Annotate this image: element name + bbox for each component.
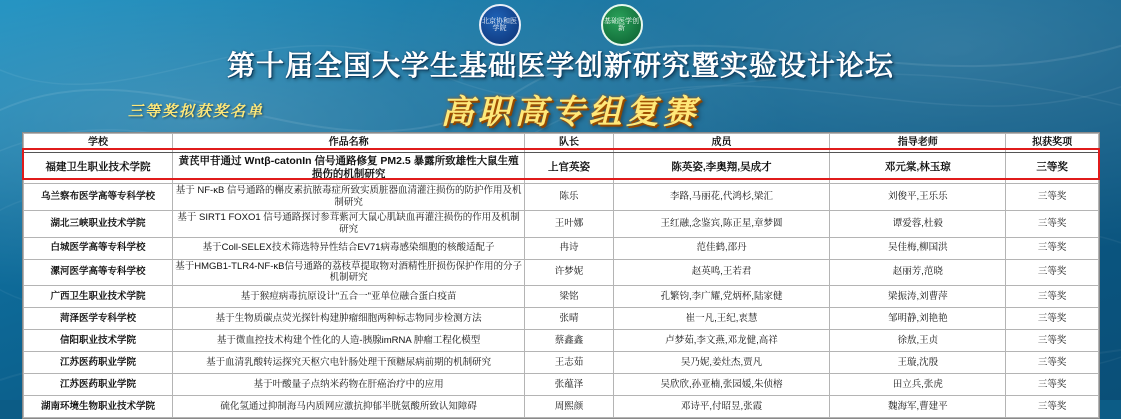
cell-members: 范佳鹤,邵丹 (613, 237, 829, 259)
award-table-container (22, 132, 1100, 419)
cell-work: 基于生物质碳点荧光探针构建肿瘤细胞两种标志物同步检测方法 (172, 308, 524, 330)
cell-leader: 蔡鑫鑫 (525, 330, 614, 352)
award-table (23, 133, 1099, 418)
cell-mentors: 邓元棠,林玉琼 (830, 153, 1006, 184)
cell-leader: 张蕴泽 (525, 374, 614, 396)
table-row (24, 308, 1099, 330)
table-row (24, 184, 1099, 211)
table-row (24, 210, 1099, 237)
logo-right-icon (601, 4, 643, 46)
cell-work: 基于Coll-SELEX技术筛选特异性结合EV71病毒感染细胞的核酸适配子 (172, 237, 524, 259)
cell-members: 李路,马丽花,代鸿杉,梁汇 (613, 184, 829, 211)
page-title: 第十届全国大学生基础医学创新研究暨实验设计论坛 (226, 51, 894, 82)
page-subtitle: 高职高专组复赛 (440, 95, 700, 131)
cell-work: 基于微血控技术构建个性化的人造-胰腺imRNA 肿瘤工程化模型 (172, 330, 524, 352)
cell-award: 三等奖 (1006, 330, 1099, 352)
cell-school: 湖南环境生物职业技术学院 (24, 396, 173, 418)
table-row (24, 374, 1099, 396)
logo-left-text: 北京协和医学院 (482, 17, 517, 32)
cell-award: 三等奖 (1006, 352, 1099, 374)
logo-left-icon (479, 4, 521, 46)
cell-members: 赵英鸣,王若君 (613, 259, 829, 286)
cell-school: 江苏医药职业学院 (24, 374, 173, 396)
cell-award: 三等奖 (1006, 210, 1099, 237)
cell-work: 硫化氢通过抑制海马内质网应激抗抑郁半胱氨酸所致认知障碍 (172, 396, 524, 418)
cell-school: 江苏医药职业学院 (24, 352, 173, 374)
table-row (24, 259, 1099, 286)
cell-work: 基于 NF-κB 信号通路的槲皮素抗脓毒症所致实质脏器血清灌注损伤的防护作用及机制研究 (172, 184, 524, 211)
cell-mentors: 吴佳梅,柳国洪 (830, 237, 1006, 259)
cell-school: 广西卫生职业技术学院 (24, 286, 173, 308)
cell-mentors: 徐敖,王贞 (830, 330, 1006, 352)
cell-school: 白城医学高等专科学校 (24, 237, 173, 259)
cell-leader: 上官英姿 (525, 153, 614, 184)
cell-award: 三等奖 (1006, 184, 1099, 211)
table-row (24, 396, 1099, 418)
cell-award: 三等奖 (1006, 259, 1099, 286)
cell-school: 乌兰察布医学高等专科学校 (24, 184, 173, 211)
cell-work: 基于血清乳酸转运探究天枢穴电针肠处理干预糖尿病前期的机制研究 (172, 352, 524, 374)
column-header-mentors: 指导老师 (830, 134, 1006, 153)
column-header-leader: 队长 (525, 134, 614, 153)
cell-leader: 张晴 (525, 308, 614, 330)
logo-row (0, 4, 1121, 44)
award-list-label: 三等奖拟获奖名单 (128, 104, 265, 120)
cell-members: 崔一凡,王纪,衷慧 (613, 308, 829, 330)
table-row (24, 286, 1099, 308)
table-body (24, 153, 1099, 418)
column-header-members: 成员 (613, 134, 829, 153)
cell-school: 湖北三峡职业技术学院 (24, 210, 173, 237)
cell-award: 三等奖 (1006, 237, 1099, 259)
cell-award: 三等奖 (1006, 286, 1099, 308)
cell-work: 基于叶酸量子点纳米药物在肝癌治疗中的应用 (172, 374, 524, 396)
cell-leader: 王志茹 (525, 352, 614, 374)
cell-members: 卢梦茹,李文燕,邓龙健,高祥 (613, 330, 829, 352)
cell-work: 黄芪甲苷通过 Wntβ-catonIn 信号通路修复 PM2.5 暴露所致雄性大鼠生殖损伤的机制研究 (172, 153, 524, 184)
cell-school: 漯河医学高等专科学校 (24, 259, 173, 286)
table-header-row (24, 134, 1099, 153)
cell-members: 邓诗平,付昭昱,张霞 (613, 396, 829, 418)
table-row (24, 330, 1099, 352)
cell-members: 陈英姿,李奥翔,吴成才 (613, 153, 829, 184)
cell-mentors: 梁振涛,刘曹萍 (830, 286, 1006, 308)
cell-award: 三等奖 (1006, 396, 1099, 418)
column-header-school: 学校 (24, 134, 173, 153)
cell-mentors: 王璇,沈殷 (830, 352, 1006, 374)
cell-mentors: 魏海军,曹建平 (830, 396, 1006, 418)
cell-award: 三等奖 (1006, 374, 1099, 396)
cell-leader: 冉诗 (525, 237, 614, 259)
cell-mentors: 邹明静,刘艳艳 (830, 308, 1006, 330)
cell-mentors: 刘俊平,王乐乐 (830, 184, 1006, 211)
table-row (24, 237, 1099, 259)
cell-award: 三等奖 (1006, 308, 1099, 330)
table-row (24, 352, 1099, 374)
cell-mentors: 赵丽芳,范晓 (830, 259, 1006, 286)
cell-leader: 周熙颜 (525, 396, 614, 418)
cell-members: 吴乃妮,姜灶杰,贾凡 (613, 352, 829, 374)
logo-right-text: 基础医学创新 (604, 17, 639, 32)
cell-school: 福建卫生职业技术学院 (24, 153, 173, 184)
cell-mentors: 谭爱蓉,杜毅 (830, 210, 1006, 237)
column-header-work: 作品名称 (172, 134, 524, 153)
cell-work: 基于HMGB1-TLR4-NF-κB信号通路的荔枝草提取物对酒精性肝损伤保护作用的分子机制研究 (172, 259, 524, 286)
cell-work: 基于猴痘病毒抗原设计"五合一"亚单位融合蛋白疫苗 (172, 286, 524, 308)
table-header (24, 134, 1099, 153)
cell-school: 菏泽医学专科学校 (24, 308, 173, 330)
column-header-award: 拟获奖项 (1006, 134, 1099, 153)
cell-leader: 梁铭 (525, 286, 614, 308)
cell-leader: 陈乐 (525, 184, 614, 211)
cell-members: 孔繁钧,李广耀,党炳杯,陆家健 (613, 286, 829, 308)
cell-award: 三等奖 (1006, 153, 1099, 184)
cell-leader: 许梦妮 (525, 259, 614, 286)
cell-members: 王红融,念鉴宾,陈正星,章梦圆 (613, 210, 829, 237)
cell-members: 吴欣欣,孙亚楠,张园媛,朱侦榕 (613, 374, 829, 396)
cell-school: 信阳职业技术学院 (24, 330, 173, 352)
table-row (24, 153, 1099, 184)
cell-leader: 王叶娜 (525, 210, 614, 237)
cell-mentors: 田立兵,张虎 (830, 374, 1006, 396)
cell-work: 基于 SIRT1 FOXO1 信号通路探讨参茸紫河大鼠心肌缺血再灌注损伤的作用及机制研究 (172, 210, 524, 237)
